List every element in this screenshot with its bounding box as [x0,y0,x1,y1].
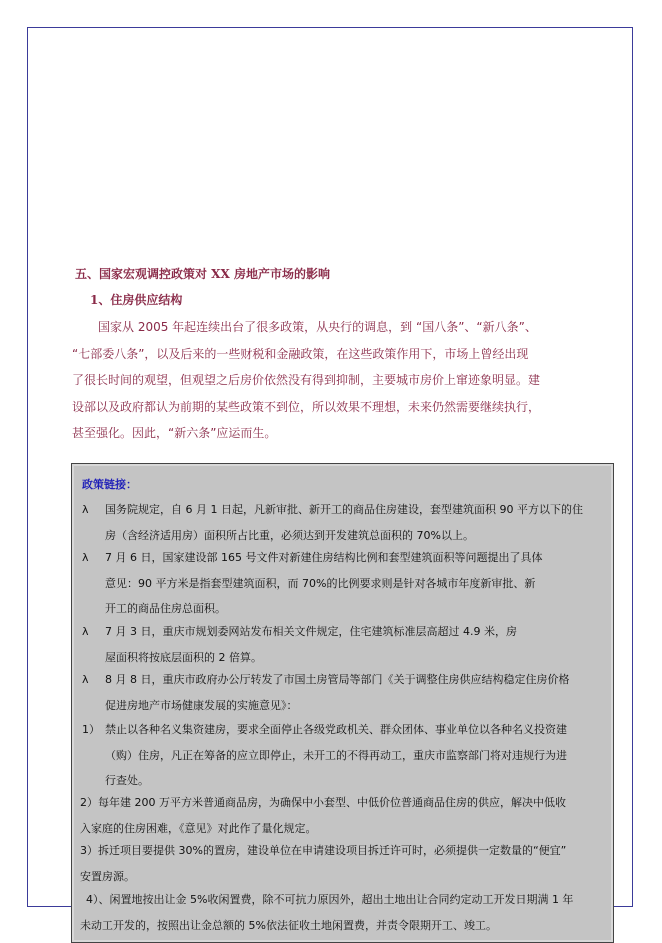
body-paragraph [72,314,592,447]
lambda-bullet-icon: λ [82,551,89,564]
item-line: 7 月 6 日，国家建设部 165 号文件对新建住房结构比例和套型建筑面积等问题提出了具体 [105,551,543,564]
item-line: 意见：90 平方米是指套型建筑面积，而 70%的比例要求则是针对各城市年度新审批、新 [105,576,536,590]
item-line: （购）住房，凡正在筹备的应立即停止，未开工的不得再动工，重庆市监察部门将对违规行为进 [105,748,567,762]
item-line: 4）、闲置地按出让金 5%收闲置费，除不可抗力原因外，超出土地出让合同约定动工开发日期满 1 年 [86,893,574,906]
section-title: 五、国家宏观调控政策对 XX 房地产市场的影响 [75,267,330,281]
item-line: 安置房源。 [80,869,135,883]
body-line: “七部委八条”，以及后来的一些财税和金融政策，在这些政策作用下，市场上曾经出现 [72,346,529,361]
item-line: 屋面积将按底层面积的 2 倍算。 [105,650,262,664]
item-line: 促进房地产市场健康发展的实施意见》： [105,698,298,712]
body-line: 了很长时间的观望，但观望之后房价依然没有得到抑制，主要城市房价上窜迹象明显。建 [72,373,541,387]
item-line: 未动工开发的，按照出让金总额的 5%依法征收土地闲置费，并责令限期开工、竣工。 [80,918,497,932]
policy-heading: 政策链接： [82,478,137,491]
item-line: 7 月 3 日，重庆市规划委网站发布相关文件规定，住宅建筑标准层高超过 4.9 米，房 [105,625,517,638]
item-number: 1） [82,723,100,736]
item-line: 开工的商品住房总面积。 [105,602,226,615]
lambda-bullet-icon: λ [82,673,89,686]
item-line: 国务院规定，自 6 月 1 日起，凡新审批、新开工的商品住房建设，套型建筑面积 90 平方以下的住 [105,503,583,516]
body-line: 国家从 2005 年起连续出台了很多政策，从央行的调息，到 “国八条”、“新八条”、 [98,320,537,334]
body-line: 设部以及政府都认为前期的某些政策不到位，所以效果不理想，未来仍然需要继续执行， [72,399,541,414]
lambda-bullet-icon: λ [82,503,89,516]
item-line: 房（含经济适用房）面积所占比重，必须达到开发建筑总面积的 70%以上。 [105,528,474,542]
item-line: 入家庭的住房困难，《意见》对此作了量化规定。 [80,821,317,835]
item-line: 2）每年建 200 万平方米普通商品房，为确保中小套型、中低价位普通商品住房的供应，解决中低收 [80,796,566,809]
item-line: 行查处。 [105,774,149,787]
subsection-title: 1、住房供应结构 [90,293,183,307]
lambda-bullet-icon: λ [82,625,89,638]
item-line: 8 月 8 日，重庆市政府办公厅转发了市国土房管局等部门《关于调整住房供应结构稳定住房价格 [105,673,570,686]
item-line: 禁止以各种名义集资建房，要求全面停止各级党政机关、群众团体、事业单位以各种名义投资建 [105,723,567,736]
item-line: 3）拆迁项目要提供 30%的置房，建设单位在申请建设项目拆迁许可时，必须提供一定数量的“便宜” [80,844,567,857]
body-line: 甚至强化。因此，“新六条”应运而生。 [72,426,277,440]
